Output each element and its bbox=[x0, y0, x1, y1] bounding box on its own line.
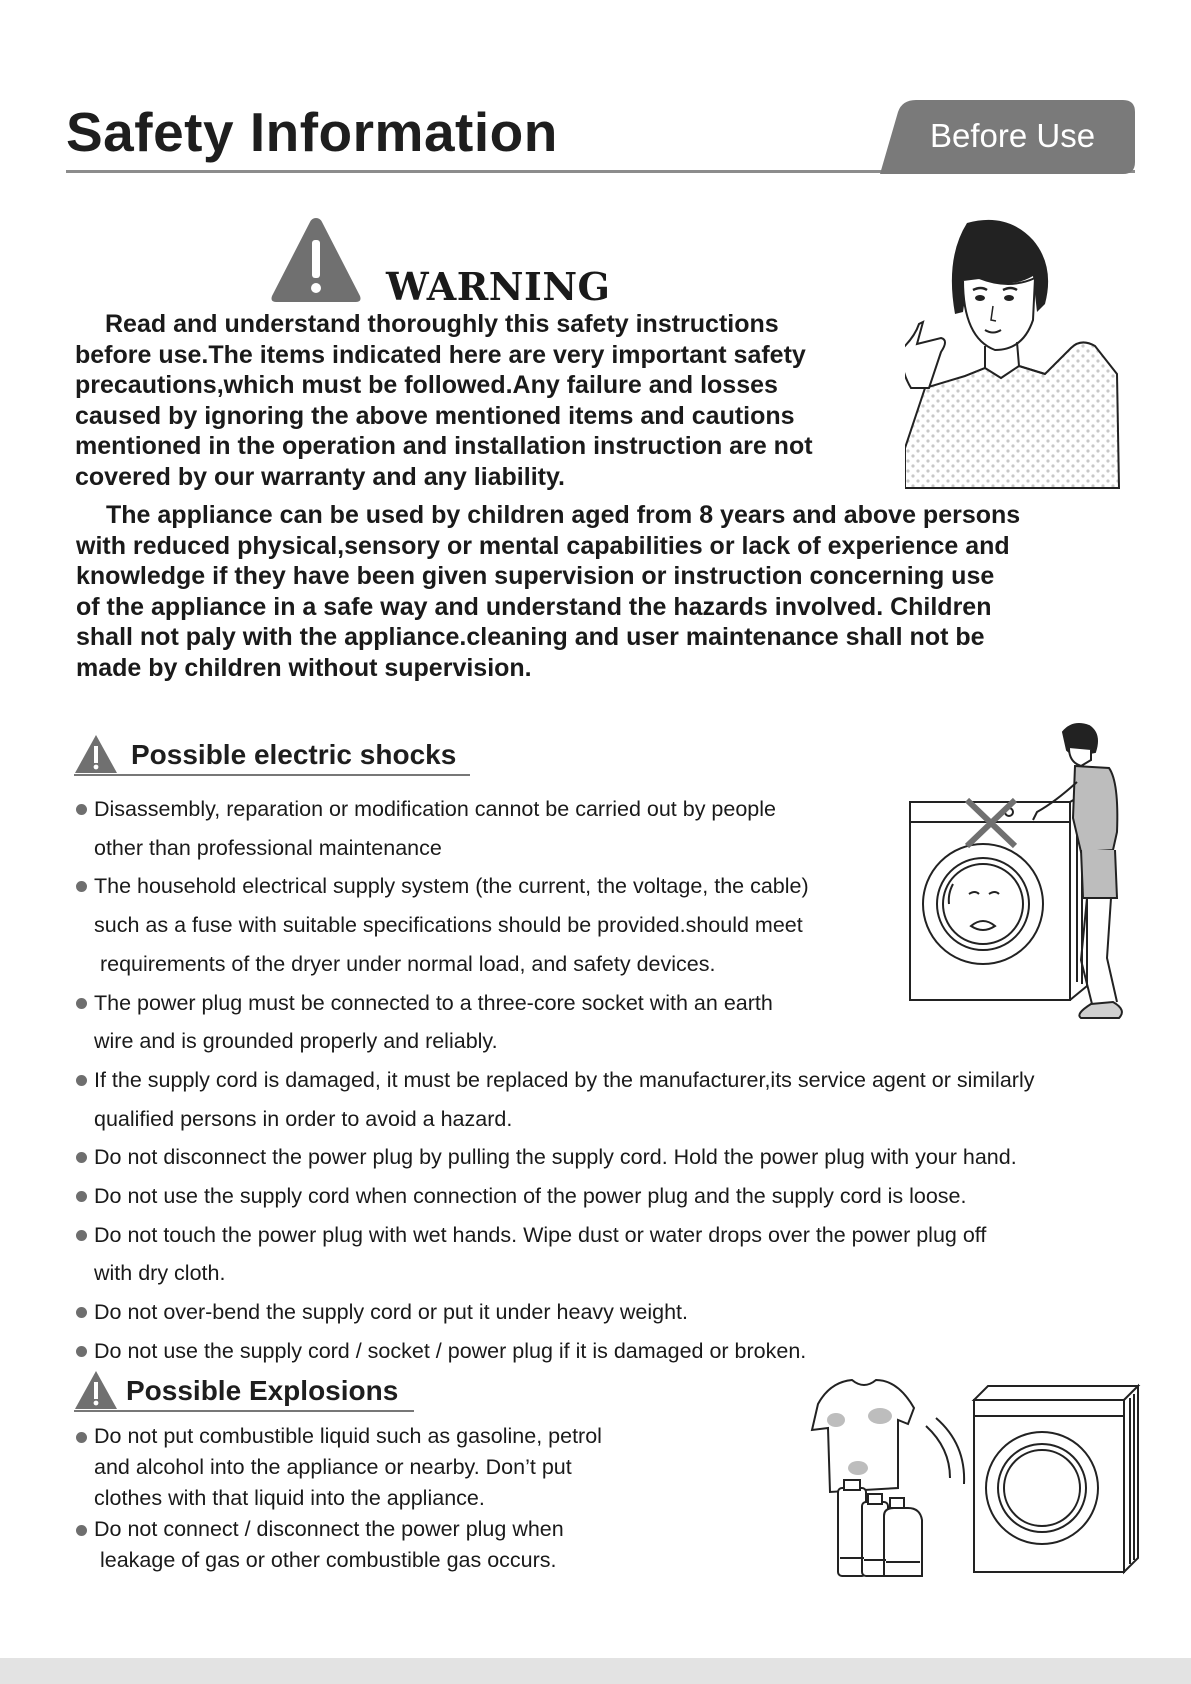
bullet-dot bbox=[76, 1075, 87, 1086]
warning-triangle-icon bbox=[74, 734, 118, 774]
list-item-line: Disassembly, reparation or modification cannot be carried out by people bbox=[94, 797, 776, 821]
section-tab-label: Before Use bbox=[930, 117, 1096, 154]
bullet-dot bbox=[76, 998, 87, 1009]
list-item bbox=[74, 1514, 602, 1576]
warning-heading: WARNING bbox=[386, 264, 611, 309]
explosions-list bbox=[74, 1421, 602, 1576]
man-opening-dryer-illustration bbox=[905, 722, 1145, 1020]
paragraph-line: of the appliance in a safe way and understand the hazards involved. Children bbox=[76, 592, 992, 621]
list-item-line: The household electrical supply system (the current, the voltage, the cable) bbox=[94, 874, 809, 899]
list-item-line: other than professional maintenance bbox=[94, 835, 442, 860]
list-item-line: Do not use the supply cord when connection of the power plug and the supply cord is loose. bbox=[94, 1184, 967, 1209]
paragraph-line: The appliance can be used by children aged from 8 years and above persons bbox=[106, 501, 1021, 529]
paragraph-line: Read and understand thoroughly this safety instructions bbox=[105, 310, 779, 338]
bullet-dot bbox=[76, 1525, 87, 1536]
explosions-heading: Possible Explosions bbox=[126, 1375, 399, 1406]
paragraph-line: before use.The items indicated here are very important safety bbox=[75, 340, 806, 369]
list-item-line: such as a fuse with suitable specifications should be provided.should meet bbox=[94, 913, 803, 938]
list-item-line: qualified persons in order to avoid a hazard. bbox=[94, 1106, 513, 1131]
bullet-dot bbox=[76, 1152, 87, 1163]
list-item bbox=[74, 1061, 1034, 1138]
paragraph-line: shall not paly with the appliance.cleaning and user maintenance shall not be bbox=[76, 623, 985, 652]
paragraph-line: precautions,which must be followed.Any failure and losses bbox=[75, 371, 778, 400]
paragraph-line: made by children without supervision. bbox=[76, 653, 532, 682]
warning-triangle-icon bbox=[270, 216, 362, 304]
list-item-line: clothes with that liquid into the appliance. bbox=[94, 1486, 485, 1510]
bullet-dot bbox=[76, 1230, 87, 1241]
warning-paragraph-1 bbox=[75, 309, 813, 493]
list-item-line: Do not connect / disconnect the power plug when bbox=[94, 1517, 564, 1541]
list-item-line: Do not disconnect the power plug by pulling the supply cord. Hold the power plug with your hand. bbox=[94, 1145, 1017, 1170]
list-item-line: Do not over-bend the supply cord or put it under heavy weight. bbox=[94, 1300, 688, 1325]
paragraph-line: caused by ignoring the above mentioned items and cautions bbox=[75, 401, 795, 430]
heading-underline bbox=[74, 774, 470, 776]
electric-shocks-list bbox=[74, 790, 1034, 1371]
list-item-line: Do not touch the power plug with wet hands. Wipe dust or water drops over the power plug off bbox=[94, 1222, 987, 1247]
list-item-line: leakage of gas or other combustible gas occurs. bbox=[94, 1548, 557, 1572]
bullet-dot bbox=[76, 1191, 87, 1202]
section-tab bbox=[846, 100, 1135, 174]
bullet-dot bbox=[76, 804, 87, 815]
list-item bbox=[74, 1293, 1034, 1332]
list-item-line: The power plug must be connected to a three-core socket with an earth bbox=[94, 990, 773, 1015]
electric-shocks-heading: Possible electric shocks bbox=[131, 739, 457, 770]
list-item-line: requirements of the dryer under normal load, and safety devices. bbox=[94, 951, 716, 976]
woman-pointing-illustration bbox=[905, 218, 1125, 494]
list-item bbox=[74, 1177, 1034, 1216]
paragraph-line: mentioned in the operation and installation instruction are not bbox=[75, 432, 813, 461]
paragraph-line: knowledge if they have been given supervision or instruction concerning use bbox=[76, 562, 995, 591]
bullet-dot bbox=[76, 1432, 87, 1443]
list-item-line: wire and is grounded properly and reliably. bbox=[94, 1029, 498, 1054]
list-item bbox=[74, 790, 1034, 867]
heading-underline bbox=[74, 1410, 414, 1412]
paragraph-line: covered by our warranty and any liability. bbox=[75, 462, 565, 491]
bullet-dot bbox=[76, 1346, 87, 1357]
footer-band bbox=[0, 1658, 1191, 1684]
page-title: Safety Information bbox=[66, 101, 558, 163]
paragraph-line: with reduced physical,sensory or mental capabilities or lack of experience and bbox=[76, 531, 1010, 560]
list-item-line: and alcohol into the appliance or nearby. Don’t put bbox=[94, 1455, 572, 1479]
list-item-line: with dry cloth. bbox=[94, 1261, 226, 1286]
combustible-items-near-dryer-illustration bbox=[800, 1368, 1145, 1586]
list-item-line: If the supply cord is damaged, it must be replaced by the manufacturer,its service agent or similarly bbox=[94, 1067, 1035, 1092]
bullet-dot bbox=[76, 881, 87, 892]
list-item bbox=[74, 1216, 1034, 1293]
list-item bbox=[74, 984, 1034, 1061]
list-item-line: Do not use the supply cord / socket / power plug if it is damaged or broken. bbox=[94, 1338, 807, 1363]
warning-paragraph-2 bbox=[76, 500, 1020, 684]
list-item-line: Do not put combustible liquid such as gasoline, petrol bbox=[94, 1424, 602, 1448]
list-item bbox=[74, 1421, 602, 1514]
list-item bbox=[74, 1332, 1034, 1371]
warning-triangle-icon bbox=[74, 1370, 118, 1410]
list-item bbox=[74, 1138, 1034, 1177]
list-item bbox=[74, 867, 1034, 983]
bullet-dot bbox=[76, 1307, 87, 1318]
